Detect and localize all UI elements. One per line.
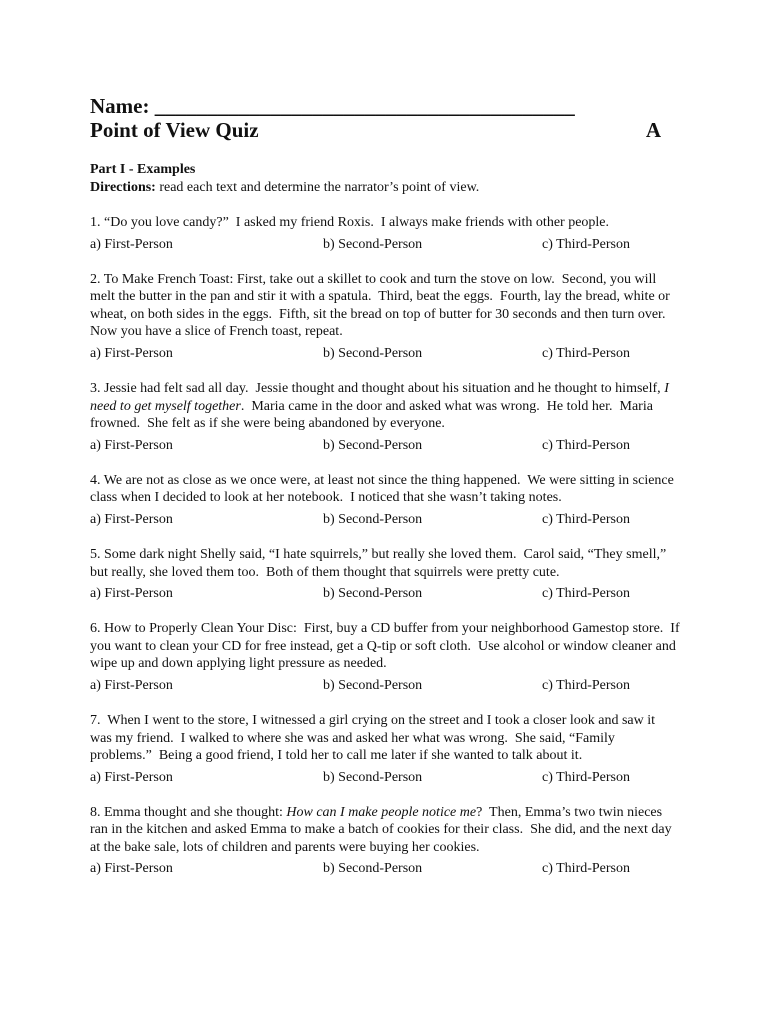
question-text: To Make French Toast: First, take out a skillet to cook and turn the stove on low. Second, you will melt the butter in the pan and stir it with a spatula. Third, beat the eggs. Fourth, lay the bread, white or wheat, on both sides in the eggs. Fifth, sit the bread on top of butter for 30 seconds and then turn over. Now you have a slice of French toast, repeat.	[90, 271, 674, 340]
question-number: 2.	[90, 271, 104, 287]
question-number: 4.	[90, 472, 104, 488]
question-number: 7.	[90, 712, 104, 728]
directions-label: Directions:	[90, 180, 156, 195]
option-third-person: c) Third-Person	[542, 677, 630, 693]
option-third-person: c) Third-Person	[542, 769, 630, 785]
option-first-person: a) First-Person	[90, 345, 173, 361]
answer-options	[90, 585, 690, 603]
question-item	[90, 804, 680, 857]
question-text: We are not as close as we once were, at least not since the thing happened. We were sitting in science class when I decided to look at her notebook. I noticed that she wasn’t taking notes.	[90, 472, 678, 506]
option-second-person: b) Second-Person	[323, 511, 423, 527]
question-text: When I went to the store, I witnessed a girl crying on the street and I took a closer look and saw it was my friend. I walked to where she was and asked her what was wrong. She said, “Family problems.” Being a good friend, I told her to call me later if she wanted to talk about it.	[90, 712, 659, 764]
question-text: Emma thought and she thought:	[104, 804, 287, 820]
question-text: . Maria came in the door and asked what was wrong. He told her. Maria frowned. She felt as if she were being abandoned by everyone.	[90, 398, 657, 432]
option-second-person: b) Second-Person	[323, 769, 423, 785]
answer-options	[90, 437, 690, 455]
directions-text: read each text and determine the narrator’s point of view.	[155, 180, 480, 195]
question-text: Some dark night Shelly said, “I hate squirrels,” but really she loved them. Carol said, “They smell,” but really, she loved them too. Both of them thought that squirrels were pretty cute.	[90, 546, 670, 580]
option-first-person: a) First-Person	[90, 586, 173, 602]
question-text: How to Properly Clean Your Disc: First, buy a CD buffer from your neighborhood Gamestop store. If you want to clean your CD for free instead, get a Q-tip or soft cloth. Use alcohol or window cleaner and wipe up and down applying light pressure as needed.	[90, 621, 684, 672]
question-item	[90, 712, 680, 765]
question-item	[90, 472, 680, 507]
question-text: “Do you love candy?” I asked my friend Roxis. I always make friends with other people.	[104, 215, 610, 230]
option-first-person: a) First-Person	[90, 511, 173, 527]
answer-options	[90, 677, 690, 695]
option-second-person: b) Second-Person	[323, 345, 423, 361]
directions	[90, 179, 678, 197]
name-field	[90, 94, 678, 118]
quiz-version: A	[645, 118, 661, 142]
option-second-person: b) Second-Person	[323, 677, 423, 693]
page-title: Point of View Quiz	[90, 118, 259, 142]
option-second-person: b) Second-Person	[323, 437, 423, 453]
option-third-person: c) Third-Person	[542, 236, 630, 252]
option-first-person: a) First-Person	[90, 236, 173, 252]
question-item	[90, 380, 680, 433]
answer-options	[90, 511, 690, 529]
question-item	[90, 214, 680, 232]
question-number: 5.	[90, 546, 104, 562]
answer-options	[90, 860, 690, 878]
question-text-italic: I need to get myself together	[90, 380, 673, 414]
question-list	[90, 214, 684, 878]
answer-options	[90, 769, 690, 787]
option-third-person: c) Third-Person	[542, 586, 630, 602]
question-text: Jessie had felt sad all day. Jessie thought and thought about his situation and he thought to himself,	[104, 380, 665, 396]
option-third-person: c) Third-Person	[542, 861, 630, 877]
option-third-person: c) Third-Person	[542, 437, 630, 453]
answer-options	[90, 236, 690, 254]
option-first-person: a) First-Person	[90, 769, 173, 785]
option-first-person: a) First-Person	[90, 437, 173, 453]
option-third-person: c) Third-Person	[542, 345, 630, 361]
answer-options	[90, 345, 690, 363]
question-number: 1.	[90, 215, 104, 230]
question-number: 8.	[90, 804, 104, 820]
question-text: ? Then, Emma’s two twin nieces ran in the kitchen and asked Emma to make a batch of cookies for their class. She did, and the next day at the bake sale, lots of children and parents were buying her cookies.	[90, 804, 676, 855]
option-first-person: a) First-Person	[90, 861, 173, 877]
question-number: 6.	[90, 621, 104, 637]
option-second-person: b) Second-Person	[323, 586, 423, 602]
option-second-person: b) Second-Person	[323, 236, 423, 252]
option-third-person: c) Third-Person	[542, 511, 630, 527]
name-label: Name:	[90, 94, 150, 118]
question-text-italic: How can I make people notice me	[286, 804, 477, 820]
name-blank: ________________________________________	[154, 94, 575, 118]
question-item	[90, 620, 684, 673]
question-item	[90, 271, 680, 341]
part-heading: Part I - Examples	[90, 162, 196, 177]
title-row	[90, 118, 678, 142]
option-second-person: b) Second-Person	[323, 861, 423, 877]
question-number: 3.	[90, 380, 104, 396]
option-first-person: a) First-Person	[90, 677, 173, 693]
question-item	[90, 546, 680, 581]
